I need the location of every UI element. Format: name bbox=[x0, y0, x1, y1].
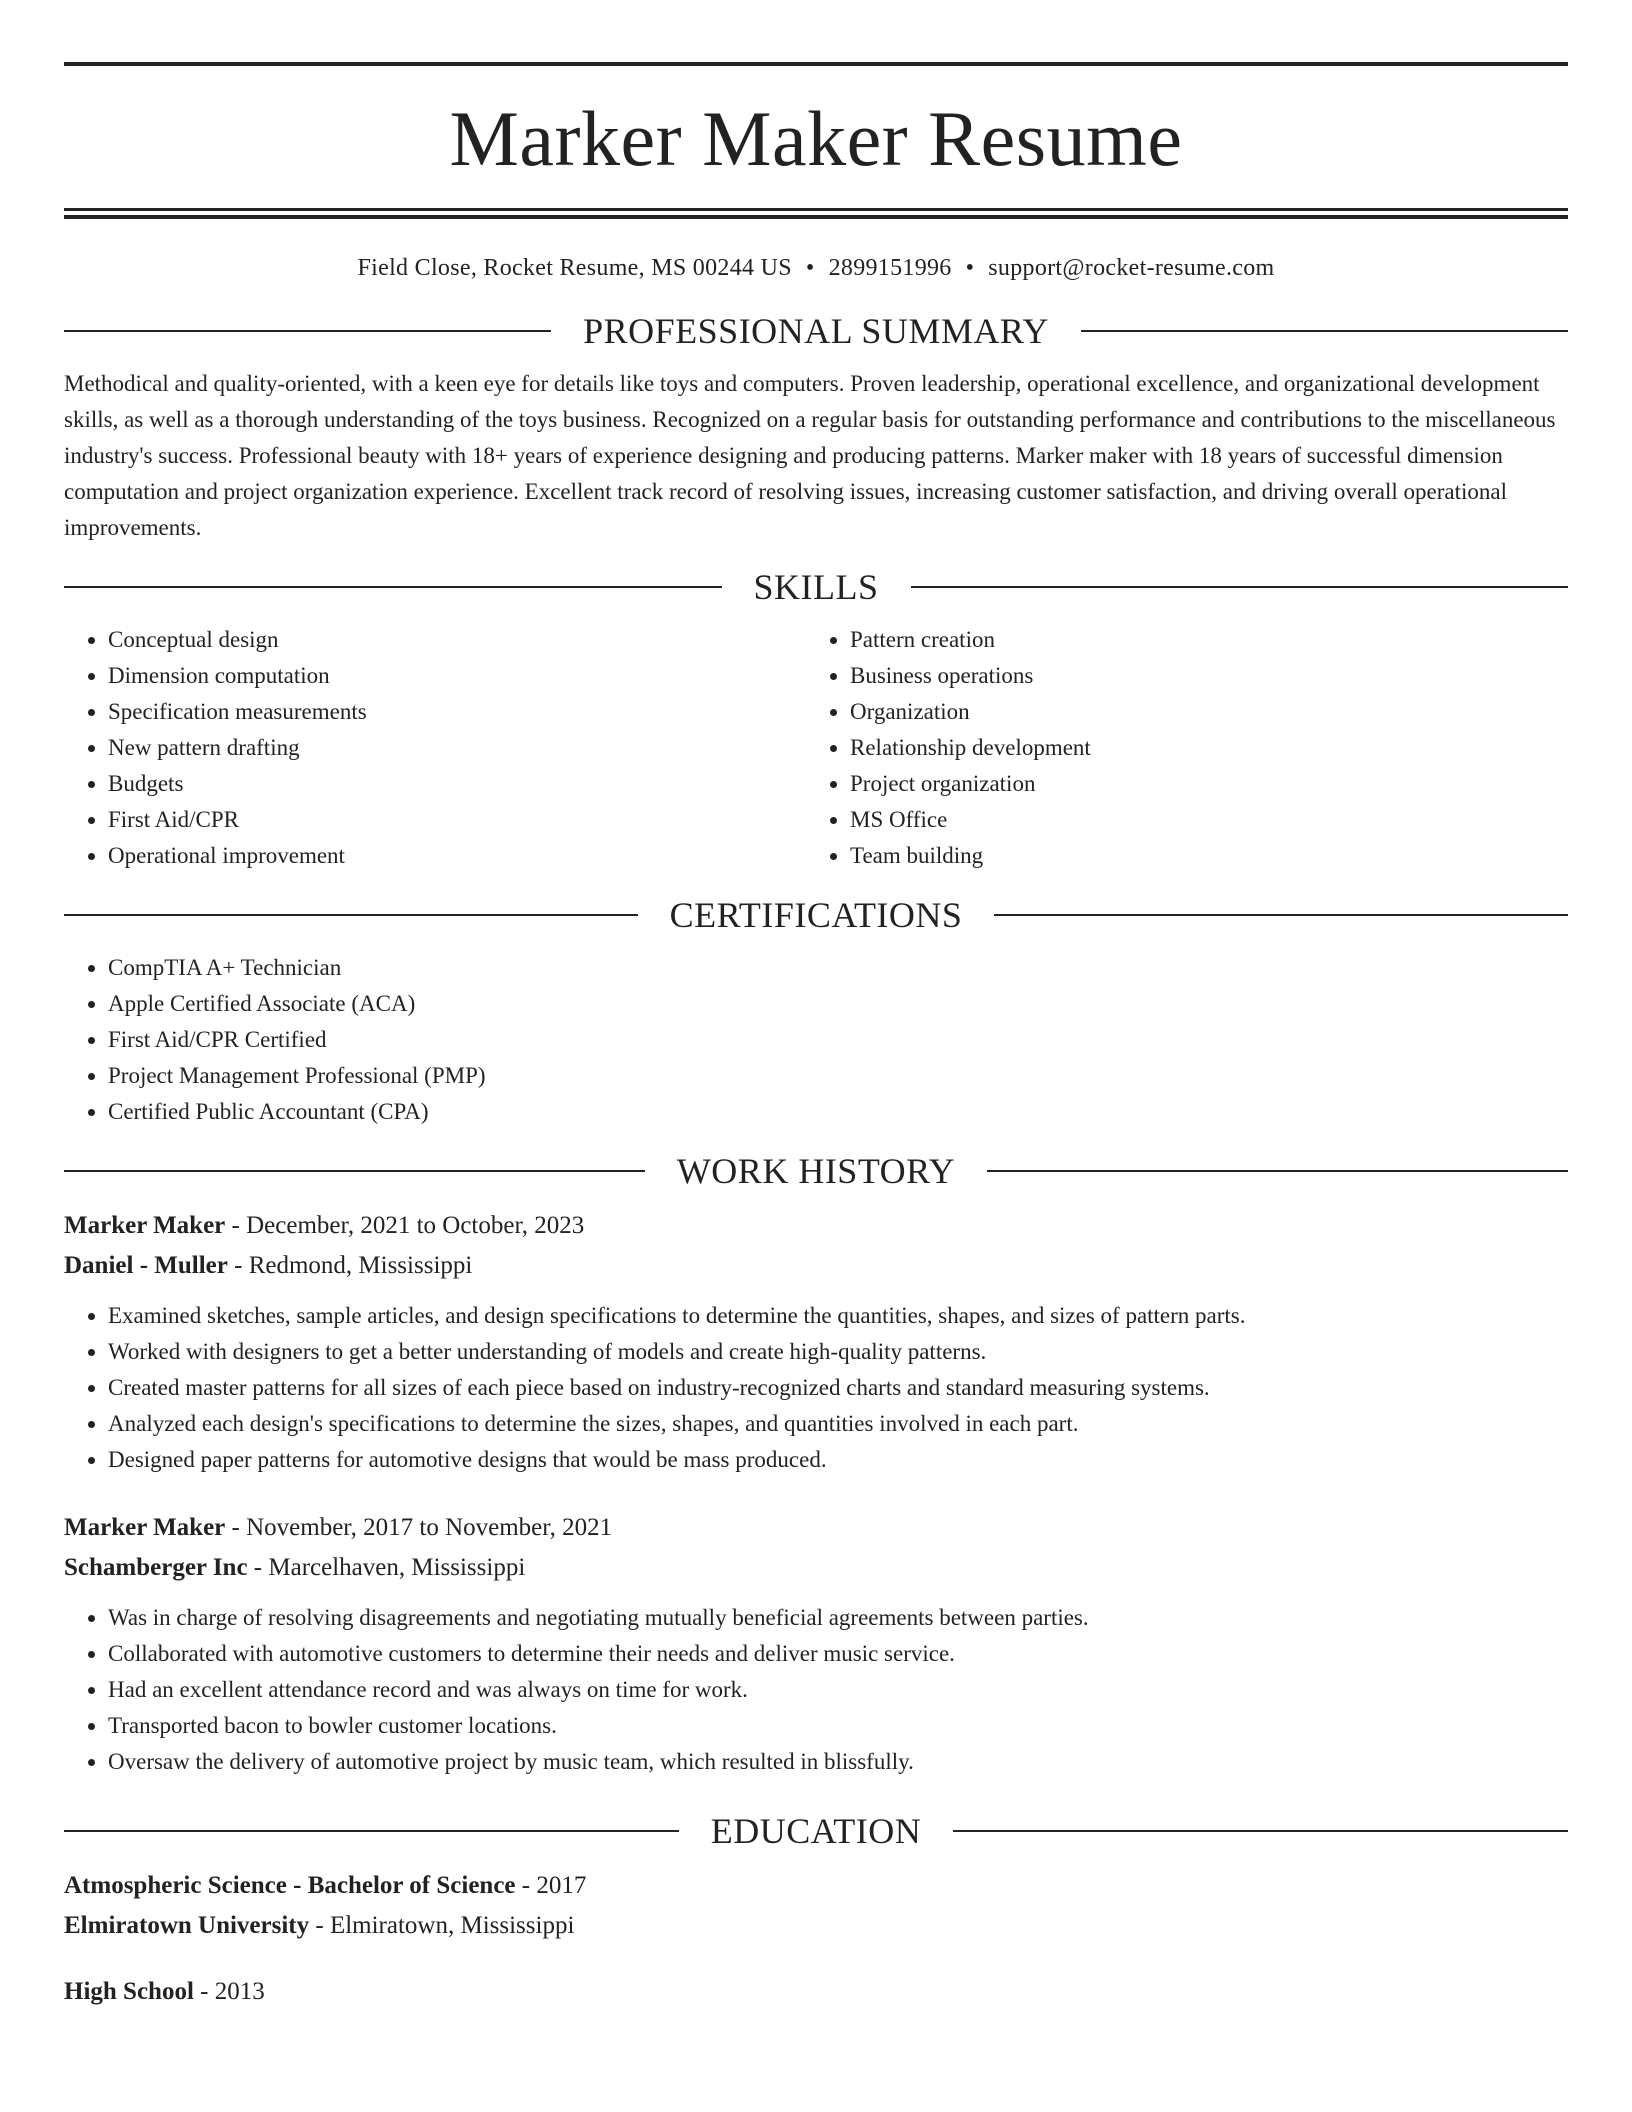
job-company: Schamberger Inc bbox=[64, 1554, 248, 1581]
skill-item: • Dimension computation bbox=[108, 658, 806, 694]
education-heading-text: EDUCATION bbox=[710, 1811, 922, 1851]
job-title-line: Marker Maker - November, 2017 to November, 2021 bbox=[64, 1514, 613, 1541]
skill-item: • Specification measurements bbox=[108, 694, 806, 730]
skills-list-right bbox=[806, 622, 1548, 874]
education-degree: Atmospheric Science - Bachelor of Science bbox=[64, 1872, 516, 1899]
job-company: Daniel - Muller bbox=[64, 1252, 228, 1279]
job-bullet: • Designed paper patterns for automotive designs that would be mass produced. bbox=[108, 1442, 1568, 1478]
job-bullet: • Had an excellent attendance record and was always on time for work. bbox=[108, 1672, 1568, 1708]
skill-item: • Project organization bbox=[850, 766, 1548, 802]
job-dates: November, 2017 to November, 2021 bbox=[246, 1514, 613, 1541]
heading-rule-right bbox=[987, 1170, 1568, 1172]
education-degree-line: Atmospheric Science - Bachelor of Science - 2017 bbox=[64, 1872, 587, 1899]
heading-rule-right bbox=[953, 1830, 1568, 1832]
job-bullet: • Worked with designers to get a better understanding of models and create high-quality patterns. bbox=[108, 1334, 1568, 1370]
job-bullet: • Examined sketches, sample articles, and design specifications to determine the quantities, shapes, and sizes of pattern parts. bbox=[108, 1298, 1568, 1334]
certification-item: • CompTIA A+ Technician bbox=[108, 950, 1568, 986]
education-heading bbox=[64, 1810, 1568, 1852]
job-bullet: • Analyzed each design's specifications to determine the sizes, shapes, and quantities involved in each part. bbox=[108, 1406, 1568, 1442]
job-bullets bbox=[64, 1600, 1568, 1780]
education-degree: High School bbox=[64, 1978, 194, 2005]
resume-title: Marker Maker Resume bbox=[449, 95, 1183, 182]
heading-rule-right bbox=[994, 914, 1568, 916]
education-entry bbox=[64, 1972, 1568, 2012]
skill-item: • First Aid/CPR bbox=[108, 802, 806, 838]
job-bullet: • Collaborated with automotive customers to determine their needs and deliver music service. bbox=[108, 1636, 1568, 1672]
heading-rule-left bbox=[64, 330, 551, 332]
education-year: 2013 bbox=[214, 1978, 265, 2005]
heading-rule-left bbox=[64, 586, 722, 588]
education-degree-line: High School - 2013 bbox=[64, 1978, 265, 2005]
job-entry bbox=[64, 1508, 1568, 1780]
skill-item: • Team building bbox=[850, 838, 1548, 874]
certifications-heading bbox=[64, 894, 1568, 936]
skills-grid bbox=[64, 622, 1568, 874]
skill-item: • Conceptual design bbox=[108, 622, 806, 658]
title-double-rule bbox=[64, 208, 1568, 219]
skill-item: • Business operations bbox=[850, 658, 1548, 694]
skill-item: • MS Office bbox=[850, 802, 1548, 838]
job-bullet: • Transported bacon to bowler customer locations. bbox=[108, 1708, 1568, 1744]
summary-heading-text: PROFESSIONAL SUMMARY bbox=[583, 311, 1049, 351]
skills-column-left bbox=[64, 622, 806, 874]
contact-phone: 2899151996 bbox=[828, 255, 952, 281]
certification-item: • Project Management Professional (PMP) bbox=[108, 1058, 1568, 1094]
skill-item: • Pattern creation bbox=[850, 622, 1548, 658]
contact-separator: • bbox=[805, 255, 815, 281]
job-company-line: Schamberger Inc - Marcelhaven, Mississippi bbox=[64, 1554, 526, 1581]
job-location: Redmond, Mississippi bbox=[248, 1252, 473, 1279]
certification-item: • First Aid/CPR Certified bbox=[108, 1022, 1568, 1058]
work-history-heading bbox=[64, 1150, 1568, 1192]
education-year: 2017 bbox=[536, 1872, 587, 1899]
skill-item: • Organization bbox=[850, 694, 1548, 730]
skills-column-right bbox=[806, 622, 1548, 874]
job-title: Marker Maker bbox=[64, 1212, 226, 1239]
contact-line bbox=[64, 255, 1568, 282]
certifications-heading-text: CERTIFICATIONS bbox=[669, 895, 963, 935]
certification-item: • Apple Certified Associate (ACA) bbox=[108, 986, 1568, 1022]
skill-item: • Budgets bbox=[108, 766, 806, 802]
job-location: Marcelhaven, Mississippi bbox=[268, 1554, 526, 1581]
education-school-line: Elmiratown University - Elmiratown, Mississippi bbox=[64, 1912, 575, 1939]
skills-heading-text: SKILLS bbox=[753, 567, 879, 607]
job-title-line: Marker Maker - December, 2021 to October, 2023 bbox=[64, 1212, 585, 1239]
heading-rule-left bbox=[64, 914, 638, 916]
job-bullets bbox=[64, 1298, 1568, 1478]
summary-heading bbox=[64, 310, 1568, 352]
work-history-heading-text: WORK HISTORY bbox=[676, 1151, 956, 1191]
skills-heading bbox=[64, 566, 1568, 608]
job-bullet: • Created master patterns for all sizes of each piece based on industry-recognized charts and standard measuring systems. bbox=[108, 1370, 1568, 1406]
skills-list-left bbox=[64, 622, 806, 874]
job-entry bbox=[64, 1206, 1568, 1478]
heading-rule-left bbox=[64, 1170, 645, 1172]
heading-rule-right bbox=[1081, 330, 1568, 332]
heading-rule-right bbox=[911, 586, 1569, 588]
job-bullet: • Oversaw the delivery of automotive project by music team, which resulted in blissfully. bbox=[108, 1744, 1568, 1780]
skill-item: • Relationship development bbox=[850, 730, 1548, 766]
skill-item: • New pattern drafting bbox=[108, 730, 806, 766]
education-location: Elmiratown, Mississippi bbox=[329, 1912, 575, 1939]
contact-address: Field Close, Rocket Resume, MS 00244 US bbox=[357, 255, 792, 281]
certifications-list bbox=[64, 950, 1568, 1130]
education-entry bbox=[64, 1866, 1568, 1946]
certification-item: • Certified Public Accountant (CPA) bbox=[108, 1094, 1568, 1130]
contact-separator: • bbox=[965, 255, 975, 281]
heading-rule-left bbox=[64, 1830, 679, 1832]
education-school: Elmiratown University bbox=[64, 1912, 310, 1939]
job-dates: December, 2021 to October, 2023 bbox=[246, 1212, 585, 1239]
job-bullet: • Was in charge of resolving disagreements and negotiating mutually beneficial agreements between parties. bbox=[108, 1600, 1568, 1636]
job-title: Marker Maker bbox=[64, 1514, 226, 1541]
job-company-line: Daniel - Muller - Redmond, Mississippi bbox=[64, 1252, 473, 1279]
contact-email: support@rocket-resume.com bbox=[988, 255, 1275, 281]
skill-item: • Operational improvement bbox=[108, 838, 806, 874]
top-rule bbox=[64, 62, 1568, 66]
summary-text: Methodical and quality-oriented, with a keen eye for details like toys and computers. Proven leadership, operational excellence, and organizational development skills, as well as a thorough understanding of the toys business. Recognized on a regular basis for outstanding performance and contributions to the miscellaneous industry's success. Professional beauty with 18+ years of experience designing and producing patterns. Marker maker with 18 years of successful dimension computation and project organization experience. Excellent track record of resolving issues, increasing customer satisfaction, and driving overall operational improvements. bbox=[64, 371, 1556, 540]
